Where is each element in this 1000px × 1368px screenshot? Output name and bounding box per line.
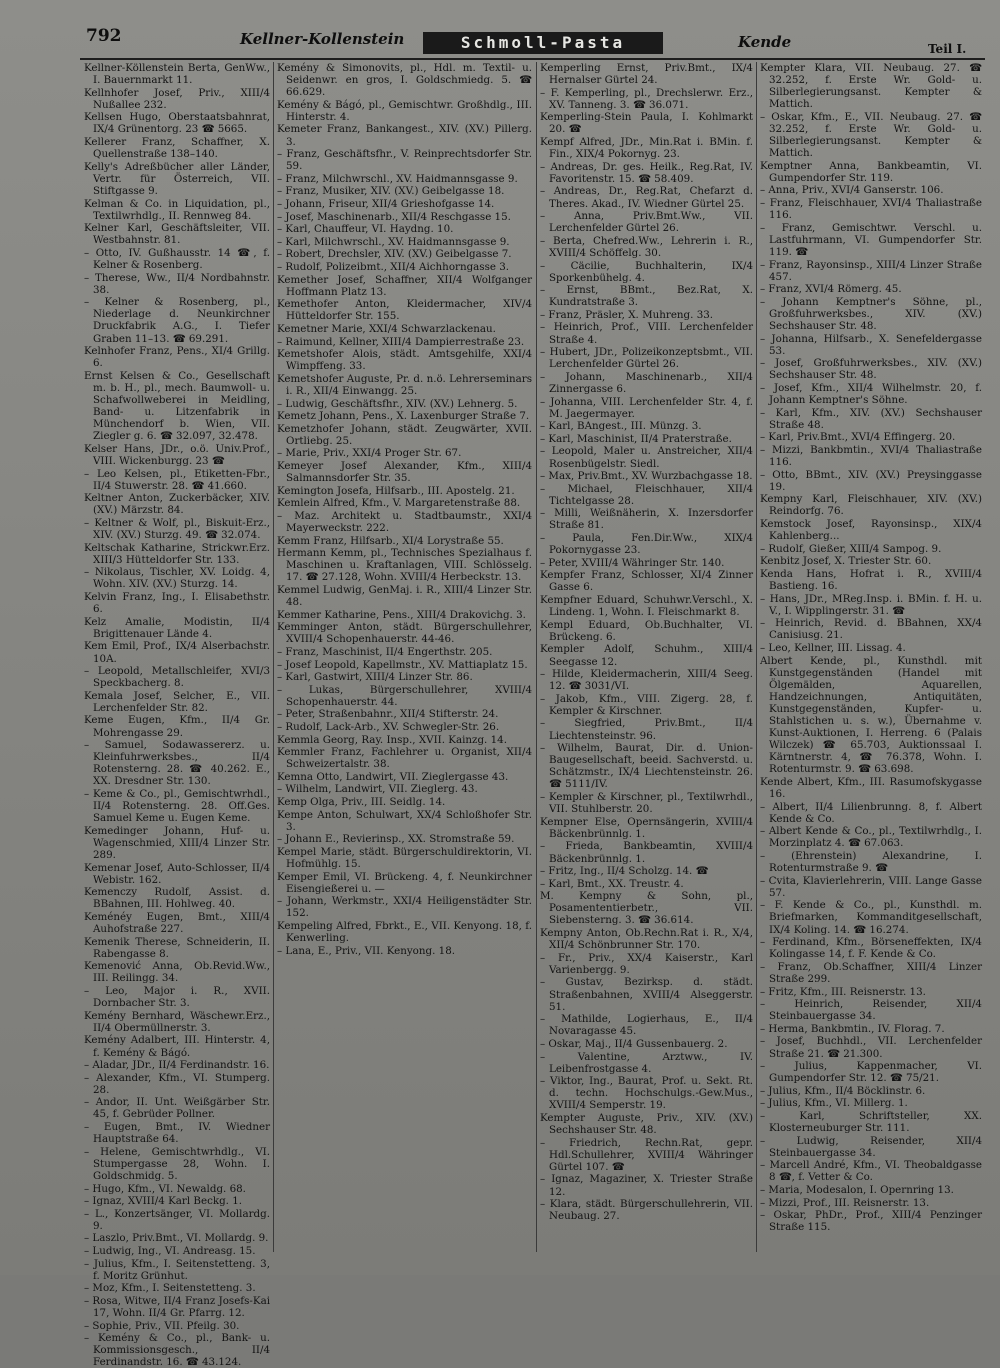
- directory-entry: – Hubert, JDr., Polizeikonzeptsbmt., VII. Lerchenfelder Gürtel 26.: [540, 346, 753, 371]
- directory-entry: Kemmel Ludwig, GenMaj. i. R., XIII/4 Linzer Str. 48.: [277, 583, 532, 609]
- directory-entry: – Wilhelm, Baurat, Dir. d. Union-Baugesellschaft, beeid. Sachverstd. u. Schätzmstr., IX/4 Liechtensteinstr. 26. ☎ 5111/IV.: [540, 742, 753, 791]
- directory-entry: Keménéy Eugen, Bmt., XIII/4 Auhofstraße 227.: [84, 910, 270, 936]
- directory-entry: – Helene, Gemischtwrhdlg., VI. Stumpergasse 28, Wohn. I. Goldschmidg. 5.: [84, 1145, 270, 1182]
- directory-entry: Kemetner Marie, XXI/4 Schwarzlackenau.: [277, 322, 496, 335]
- directory-entry: – Ferdinand, Kfm., Börseneffekten, IX/4 Kolingasse 14, f. F. Kende & Co.: [760, 936, 982, 961]
- directory-entry: – Julius, Kfm., VI. Millerg. 1.: [760, 1097, 908, 1110]
- directory-entry: – Keme & Co., pl., Gemischtwrhdl., II/4 Rotensterng. 28. Off.Ges. Samuel Keme u. Eugen Keme.: [84, 788, 270, 825]
- directory-entry: – Maz. Architekt u. Stadtbaumstr., XXI/4 Mayerweckstr. 222.: [277, 509, 532, 534]
- directory-entry: Kemedinger Johann, Huf- u. Wagenschmied, XIII/4 Linzer Str. 289.: [84, 824, 270, 861]
- directory-entry: – Samuel, Sodawassererz. u. Kleinfuhrwerksbes., II/4 Rotensterng. 28. ☎ 40.262. E., XX. Dresdner Str. 130.: [84, 739, 270, 788]
- directory-entry: Kemmla Georg, Ray. Insp., XVII. Kainzg. 14.: [277, 733, 507, 746]
- directory-entry: Kem Emil, Prof., IX/4 Alserbachstr. 10A.: [84, 640, 270, 665]
- directory-entry: Kelner Karl, Geschäftsleiter, VII. Westbahnstr. 81.: [84, 222, 270, 247]
- directory-entry: Kempf Alfred, JDr., Min.Rat i. BMin. f. Fin., XIX/4 Pokornyg. 23.: [540, 136, 753, 161]
- directory-entry: – Cvita, Klavierlehrerin, VIII. Lange Gasse 57.: [760, 874, 982, 899]
- directory-entry: – Oskar, Kfm., E., VII. Neubaug. 27. ☎ 32.252, f. Erste Wr. Gold- u. Silberlegierungsanst. Kempter & Mattich.: [760, 110, 982, 160]
- directory-entry: Kemény & Bágó, pl., Gemischtwr. Großhdlg., III. Hinterstr. 4.: [277, 98, 532, 123]
- directory-entry: Kemmer Katharine, Pens., XIII/4 Drakovichg. 3.: [277, 608, 526, 621]
- directory-entry: – Albert Kende & Co., pl., Textilwrhdlg., I. Morzinplatz 4. ☎ 67.063.: [760, 825, 982, 850]
- directory-entry: – L., Konzertsänger, VI. Mollardg. 9.: [84, 1207, 270, 1232]
- column-3: [540, 62, 753, 1252]
- directory-entry: Kelman & Co. in Liquidation, pl., Textilwrhdlg., II. Rennweg 84.: [84, 197, 270, 222]
- directory-entry: – Johann E., Revierinsp., XX. Stromstraße 59.: [277, 833, 515, 846]
- directory-entry: – Ludwig, Geschäftsfhr., XIV. (XV.) Lehnerg. 5.: [277, 397, 518, 410]
- directory-entry: – Raimund, Kellner, XIII/4 Dampierrestraße 23.: [277, 335, 525, 348]
- directory-entry: Kemm Franz, Hilfsarb., XI/4 Lorystraße 55.: [277, 534, 504, 547]
- directory-entry: – Wilhelm, Landwirt, VII. Zieglerg. 43.: [277, 783, 478, 796]
- directory-entry: – Moz, Kfm., I. Seitenstetteng. 3.: [84, 1282, 256, 1295]
- directory-entry: Kelly's Adreßbücher aller Länder, Vertr. für Österreich, VII. Stiftgasse 9.: [84, 160, 270, 197]
- directory-entry: Kemetshofer Alois, städt. Amtsgehilfe, XXI/4 Wimpffeng. 33.: [277, 348, 532, 373]
- directory-entry: – Heinrich, Prof., VIII. Lerchenfelder Straße 4.: [540, 321, 753, 346]
- directory-entry: – Jakob, Kfm., VIII. Zigerg. 28, f. Kempler & Kirschner.: [540, 692, 753, 717]
- directory-entry: – Josef, Kfm., XII/4 Wilhelmstr. 20, f. Johann Kemptner's Söhne.: [760, 381, 982, 407]
- column-2: [277, 62, 532, 1252]
- directory-entry: – Max, Priv.Bmt., XV. Wurzbachgasse 18.: [540, 470, 753, 483]
- directory-entry: – Franz, XVI/4 Römerg. 45.: [760, 283, 902, 296]
- directory-entry: Kelnhofer Franz, Pens., XI/4 Grillg. 6.: [84, 345, 270, 370]
- directory-entry: – Andreas, Dr. ges. Heilk., Reg.Rat, IV. Favoritenstr. 15. ☎ 58.409.: [540, 160, 753, 185]
- directory-entry: Keltner Anton, Zuckerbäcker, XIV. (XV.) Märzstr. 84.: [84, 492, 270, 517]
- directory-entry: – Lana, E., Priv., VII. Kenyong. 18.: [277, 944, 456, 957]
- directory-entry: – Herma, Bankbmtin., IV. Florag. 7.: [760, 1022, 945, 1035]
- directory-entry: – Andor, II. Unt. Weißgärber Str. 45, f. Gebrüder Pollner.: [84, 1096, 270, 1121]
- directory-entry: – Franz, Rayonsinsp., XIII/4 Linzer Straße 457.: [760, 258, 982, 283]
- directory-entry: – Franz, Ob.Schaffner, XIII/4 Linzer Straße 299.: [760, 960, 982, 985]
- directory-entry: Kemna Otto, Landwirt, VII. Zieglergasse 43.: [277, 770, 509, 783]
- directory-entry: – Berta, Chefred.Ww., Lehrerin i. R., XVIII/4 Schöffelg. 30.: [540, 234, 753, 259]
- directory-entry: – Gustav, Bezirksp. d. städt. Straßenbahnen, XVIII/4 Alseggerstr. 51.: [540, 976, 753, 1013]
- directory-entry: Kemetz Johann, Pens., X. Laxenburger Straße 7.: [277, 410, 530, 423]
- directory-entry: – Johann, Friseur, XII/4 Grieshofgasse 14.: [277, 198, 495, 211]
- directory-entry: Kemenović Anna, Ob.Revid.Ww., III. Reilingg. 34.: [84, 960, 270, 985]
- directory-entry: – Rosa, Witwe, II/4 Franz Josefs-Kai 17, Wohn. II/4 Gr. Pfarrg. 12.: [84, 1294, 270, 1319]
- directory-entry: – Oskar, Maj., II/4 Gussenbauerg. 2.: [540, 1037, 728, 1050]
- directory-entry: Keme Eugen, Kfm., II/4 Gr. Mohrengasse 29.: [84, 714, 270, 739]
- directory-entry: – Kemény & Co., pl., Bank- u. Kommissionsgesch., II/4 Ferdinandstr. 16. ☎ 43.124.: [84, 1332, 270, 1368]
- directory-entry: – Leo, Major i. R., XVII. Dornbacher Str. 3.: [84, 985, 270, 1010]
- directory-entry: Kemala Josef, Selcher, E., VII. Lerchenfelder Str. 82.: [84, 689, 270, 714]
- directory-entry: – Anna, Priv.Bmt.Ww., VII. Lerchenfelder Gürtel 26.: [540, 210, 753, 235]
- directory-entry: Kelvin Franz, Ing., I. Elisabethstr. 6.: [84, 591, 270, 616]
- directory-entry: – Julius, Kfm., II/4 Böcklinstr. 6.: [760, 1084, 926, 1097]
- directory-entry: Kemminger Anton, städt. Bürgerschullehrer, XVIII/4 Schopenhauerstr. 44-46.: [277, 621, 532, 646]
- directory-entry: – Marie, Priv., XXI/4 Proger Str. 67.: [277, 447, 462, 460]
- directory-entry: Kempler Adolf, Schuhm., XIII/4 Seegasse 12.: [540, 643, 753, 668]
- directory-entry: – Karl, Gastwirt, XIII/4 Linzer Str. 86.: [277, 671, 473, 684]
- column-divider: [273, 62, 274, 1252]
- directory-entry: Kemethofer Anton, Kleidermacher, XIV/4 Hütteldorfer Str. 155.: [277, 298, 532, 323]
- directory-entry: – Albert, II/4 Lilienbrunng. 8, f. Albert Kende & Co.: [760, 800, 982, 825]
- directory-entry: Kelz Amalie, Modistin, II/4 Brigittenauer Lände 4.: [84, 615, 270, 640]
- header-rule: [80, 58, 985, 60]
- directory-entry: – Kempler & Kirschner, pl., Textilwrhdl., VII. Stuhlberstr. 20.: [540, 791, 753, 816]
- directory-entry: – Johanna, Hilfsarb., X. Senefeldergasse 53.: [760, 332, 982, 357]
- directory-entry: – Maria, Modesalon, I. Opernring 13.: [760, 1184, 954, 1197]
- directory-entry: – Julius, Kfm., I. Seitenstetteng. 3, f. Moritz Grünhut.: [84, 1257, 270, 1282]
- directory-entry: – Rudolf, Gießer, XIII/4 Sampog. 9.: [760, 542, 942, 555]
- directory-entry: – Rudolf, Polizeibmt., XII/4 Aichhorngasse 3.: [277, 261, 510, 273]
- directory-entry: Kemenik Therese, Schneiderin, II. Rabengasse 8.: [84, 935, 270, 960]
- directory-entry: – Karl, Maschinist, II/4 Praterstraße.: [540, 432, 732, 445]
- directory-entry: – Karl, Bmt., XX. Treustr. 4.: [540, 877, 684, 890]
- directory-entry: Hermann Kemm, pl., Technisches Spezialhaus f. Maschinen u. Kraftanlagen, VIII. Schlösselg. 17. ☎ 27.128, Wohn. XVIII/4 Herbeckstr. 13.: [277, 547, 532, 584]
- directory-entry: – Josef, Großfuhrwerksbes., XIV. (XV.) Sechshauser Str. 48.: [760, 357, 982, 382]
- directory-entry: – Klara, städt. Bürgerschullehrerin, VII. Neubaug. 27.: [540, 1198, 753, 1223]
- directory-entry: – F. Kende & Co., pl., Kunsthdl. m. Briefmarken, Kommanditgesellschaft, IX/4 Koling. 14. ☎ 16.274.: [760, 899, 982, 936]
- right-running-head: Kende: [738, 33, 792, 51]
- directory-entry: – Mizzi, Bankbmtin., XVI/4 Thaliastraße 116.: [760, 443, 982, 468]
- directory-entry: Kellerer Franz, Schaffner, X. Quellenstraße 138–140.: [84, 136, 270, 161]
- directory-entry: Kemetshofer Auguste, Pr. d. n.ö. Lehrerseminars i. R., XII/4 Einwangg. 25.: [277, 372, 532, 397]
- directory-entry: Kemperling Ernst, Priv.Bmt., IX/4 Hernalser Gürtel 24.: [540, 62, 753, 87]
- directory-entry: – Josef Leopold, Kapellmstr., XV. Mattiaplatz 15.: [277, 658, 528, 671]
- directory-entry: Kenbitz Josef, X. Triester Str. 60.: [760, 555, 932, 568]
- directory-entry: – Michael, Fleischhauer, XII/4 Tichtelgasse 28.: [540, 482, 753, 507]
- column-divider: [536, 62, 537, 1252]
- directory-entry: – Mathilde, Logierhaus, E., II/4 Novaragasse 45.: [540, 1013, 753, 1038]
- directory-entry: – Laszlo, Priv.Bmt., VI. Mollardg. 9.: [84, 1232, 269, 1245]
- directory-entry: Kenda Hans, Hofrat i. R., XVIII/4 Bastieng. 16.: [760, 567, 982, 592]
- directory-entry: – Johann Kemptner's Söhne, pl., Großfuhrwerksbes., XIV. (XV.) Sechshauser Str. 48.: [760, 295, 982, 332]
- directory-entry: – Sophie, Priv., VII. Pfeilg. 30.: [84, 1319, 240, 1332]
- directory-entry: Kemstock Josef, Rayonsinsp., XIX/4 Kahlenberg...: [760, 517, 982, 543]
- directory-entry: – Franz, Maschinist, II/4 Engerthstr. 205.: [277, 645, 493, 658]
- directory-entry: Kellnhofer Josef, Priv., XIII/4 Nußallee 232.: [84, 86, 270, 111]
- directory-entry: – Leo, Kellner, III. Lissag. 4.: [760, 641, 906, 654]
- directory-entry: Kelser Hans, JDr., o.ö. Univ.Prof., VIII. Wickenburgg. 23 ☎: [84, 442, 270, 467]
- directory-entry: Keltschak Katharine, Strickwr.Erz. XIII/3 Hütteldorfer Str. 133.: [84, 541, 270, 566]
- directory-entry: Kemény & Simonovits, pl., Hdl. m. Textil- u. Seidenwr. en gros, I. Goldschmiedg. 5. ☎ 66.629.: [277, 62, 532, 99]
- directory-entry: Kemper Emil, VI. Brückeng. 4, f. Neunkirchner Eisengießerei u. —: [277, 870, 532, 895]
- page-header: [80, 24, 985, 58]
- directory-entry: Kempfer Franz, Schlosser, XI/4 Zinner Gasse 6.: [540, 569, 753, 594]
- directory-entry: Kemetzhofer Johann, städt. Zeugwärter, XVII. Ortliebg. 25.: [277, 422, 532, 447]
- directory-entry: – Franz, Milchwrschl., XV. Haidmannsgasse 9.: [277, 172, 518, 185]
- directory-entry: Kemeter Franz, Bankangest., XIV. (XV.) Pillerg. 3.: [277, 123, 532, 148]
- directory-entry: – Hans, JDr., MReg.Insp. i. BMin. f. H. u. V., I. Wipplingerstr. 31. ☎: [760, 592, 982, 617]
- column-1: [84, 62, 270, 1368]
- directory-entry: – Karl, BAngest., III. Münzg. 3.: [540, 420, 702, 433]
- advertisement-banner: Schmoll-Pasta: [423, 32, 663, 54]
- directory-entry: – Viktor, Ing., Baurat, Prof. u. Sekt. Rt. d. techn. Hochschulgs.-Gew.Mus., XVIII/4 Semperstr. 19.: [540, 1075, 753, 1112]
- left-running-head: Kellner-Kollenstein: [240, 30, 405, 48]
- directory-entry: Kempfner Eduard, Schuhwr.Verschl., X. Lindeng. 1, Wohn. I. Fleischmarkt 8.: [540, 594, 753, 619]
- directory-entry: – Karl, Schriftsteller, XX. Klosterneuburger Str. 111.: [760, 1109, 982, 1135]
- directory-entry: – Johann, Werkmstr., XXI/4 Heiligenstädter Str. 152.: [277, 895, 532, 920]
- directory-entry: – Franz, Geschäftsfhr., V. Reinprechtsdorfer Str. 59.: [277, 148, 532, 173]
- directory-entry: – Franz, Fleischhauer, XVI/4 Thaliastraße 116.: [760, 197, 982, 222]
- directory-entry: Kempner Else, Opernsängerin, XVIII/4 Bäckenbrünnlg. 1.: [540, 815, 753, 840]
- directory-entry: – Karl, Priv.Bmt., XVI/4 Effingerg. 20.: [760, 431, 956, 444]
- directory-entry: Kempe Anton, Schulwart, XX/4 Schloßhofer Str. 3.: [277, 808, 532, 833]
- directory-entry: – Oskar, PhDr., Prof., XIII/4 Penzinger Straße 115.: [760, 1209, 982, 1234]
- directory-entry: – Peter, XVIII/4 Währinger Str. 140.: [540, 556, 725, 569]
- directory-entry: – Heinrich, Reisender, XII/4 Steinbauergasse 34.: [760, 998, 982, 1023]
- directory-entry: – Ignaz, XVIII/4 Karl Beckg. 1.: [84, 1195, 243, 1208]
- directory-entry: – Ernst, BBmt., Bez.Rat, X. Kundratstraße 3.: [540, 284, 753, 309]
- directory-entry: – Rudolf, Lack-Arb., XV. Schwegler-Str. 26.: [277, 720, 500, 733]
- directory-entry: Kempny Karl, Fleischhauer, XIV. (XV.) Reindorfg. 76.: [760, 493, 982, 518]
- directory-entry: – (Ehrenstein) Alexandrine, I. Rotenturmstraße 9. ☎: [760, 850, 982, 875]
- directory-entry: – Kelner & Rosenberg, pl., Niederlage d. Neunkirchner Druckfabrik A.G., I. Tiefer Graben 11–13. ☎ 69.291.: [84, 296, 270, 345]
- directory-entry: – Julius, Kappenmacher, VI. Gumpendorfer Str. 12. ☎ 75/21.: [760, 1060, 982, 1085]
- page-number: 792: [86, 26, 122, 46]
- directory-entry: – Leopold, Metallschleifer, XVI/3 Speckbacherg. 8.: [84, 665, 270, 690]
- directory-entry: – Andreas, Dr., Reg.Rat, Chefarzt d. Theres. Akad., IV. Wiedner Gürtel 25.: [540, 185, 753, 210]
- directory-entry: – Milli, Weißnäherin, X. Inzersdorfer Straße 81.: [540, 507, 753, 532]
- directory-entry: – Cäcilie, Buchhalterin, IX/4 Sporkenbühelg. 4.: [540, 259, 753, 284]
- directory-entry: – Siegfried, Priv.Bmt., II/4 Liechtensteinstr. 96.: [540, 717, 753, 742]
- directory-entry: – Ludwig, Ing., VI. Andreasg. 15.: [84, 1245, 256, 1257]
- directory-entry: – Eugen, Bmt., IV. Wiedner Hauptstraße 64.: [84, 1121, 270, 1146]
- directory-entry: Kemény Adalbert, III. Hinterstr. 4, f. Kemény & Bágó.: [84, 1034, 270, 1059]
- directory-entry: Kende Albert, Kfm., III. Rasumofskygasse 16.: [760, 775, 982, 801]
- directory-entry: – Johanna, VIII. Lerchenfelder Str. 4, f. M. Jaegermayer.: [540, 395, 753, 420]
- directory-entry: – Aladar, JDr., II/4 Ferdinandstr. 16.: [84, 1059, 270, 1072]
- directory-entry: – Josef, Buchhdl., VII. Lerchenfelder Straße 21. ☎ 21.300.: [760, 1035, 982, 1060]
- directory-entry: – Nikolaus, Tischler, XV. Loidg. 4, Wohn. XIV. (XV.) Sturzg. 14.: [84, 566, 270, 591]
- directory-entry: Kemington Josefa, Hilfsarb., III. Apostelg. 21.: [277, 484, 515, 497]
- directory-entry: Kemény Bernhard, Wäschewr.Erz., II/4 Obermüllnerstr. 3.: [84, 1009, 270, 1034]
- directory-entry: Kempeling Alfred, Fbrkt., E., VII. Kenyong. 18, f. Kenwerling.: [277, 919, 532, 945]
- directory-entry: Kemether Josef, Schaffner, XII/4 Wolfganger Hoffmann Platz 13.: [277, 273, 532, 298]
- directory-entry: – Franz, Präsler, X. Muhreng. 33.: [540, 308, 714, 321]
- directory-entry: Kemlein Alfred, Kfm., V. Margaretenstraße 88.: [277, 497, 521, 510]
- directory-entry: Kemenczy Rudolf, Assist. d. BBahnen, III. Hohlweg. 40.: [84, 886, 270, 911]
- directory-entry: Kempel Marie, städt. Bürgerschuldirektorin, VI. Hofmühlg. 15.: [277, 845, 532, 870]
- directory-entry: – Mizzi, Prof., III. Reisnerstr. 13.: [760, 1196, 930, 1209]
- directory-entry: Kemeyer Josef Alexander, Kfm., XIII/4 Salmannsdorfer Str. 35.: [277, 460, 532, 485]
- directory-entry: – Lukas, Bürgerschullehrer, XVIII/4 Schopenhauerstr. 44.: [277, 683, 532, 708]
- column-divider: [756, 62, 757, 1252]
- directory-entry: Kemperling-Stein Paula, I. Kohlmarkt 20. ☎: [540, 111, 753, 136]
- directory-entry: Albert Kende, pl., Kunsthdl. mit Kunstgegenständen (Handel mit Ölgemälden, Aquarellen, Handzeichnungen, Antiquitäten, Kunstgegenständen, Kupfer- u. Stahlstichen u. s. w.), Übernahme v. Kunst-Auktionen, I. Herreng. 6 (Palais Wilczek) ☎ 65.703, Auktionssaal I. Kärntnerstr. 4, ☎ 76.378, Wohn. I. Rotenturmstr. 9. ☎ 63.698.: [760, 654, 982, 776]
- directory-entry: – Hugo, Kfm., VI. Newaldg. 68.: [84, 1182, 246, 1195]
- directory-entry: – Anna, Priv., XVI/4 Ganserstr. 106.: [760, 184, 944, 197]
- directory-entry: Kempny Anton, Ob.Rechn.Rat i. R., X/4, XII/4 Schönbrunner Str. 170.: [540, 927, 753, 952]
- directory-entry: – Fr., Priv., XX/4 Kaiserstr., Karl Varienbergg. 9.: [540, 951, 753, 976]
- directory-entry: – Ludwig, Reisender, XII/4 Steinbauergasse 34.: [760, 1134, 982, 1159]
- directory-entry: Kellner-Köllenstein Berta, GenWw., I. Bauernmarkt 11.: [84, 62, 270, 87]
- column-4: [760, 62, 982, 1252]
- directory-entry: Kempter Auguste, Priv., XIV. (XV.) Sechshauser Str. 48.: [540, 1111, 753, 1137]
- directory-entry: – Leo Kelsen, pl., Etiketten-Fbr., II/4 Stuwerstr. 28. ☎ 41.660.: [84, 467, 270, 492]
- directory-entry: – Karl, Kfm., XIV. (XV.) Sechshauser Straße 48.: [760, 406, 982, 431]
- part-label: Teil I.: [928, 42, 967, 56]
- directory-entry: – Alexander, Kfm., VI. Stumperg. 28.: [84, 1071, 270, 1096]
- directory-entry: – Leopold, Maler u. Anstreicher, XII/4 Rosenbügelstr. Siedl.: [540, 445, 753, 470]
- directory-entry: – Franz, Musiker, XIV. (XV.) Geibelgasse 18.: [277, 185, 505, 198]
- directory-entry: – Otto, IV. Gußhausstr. 14 ☎, f. Kelner & Rosenberg.: [84, 246, 270, 271]
- directory-entry: – Fritz, Ing., II/4 Scholzg. 14. ☎: [540, 865, 709, 878]
- directory-entry: Kemp Olga, Priv., III. Seidlg. 14.: [277, 796, 446, 809]
- directory-entry: – Therese, Ww., II/4 Nordbahnstr. 38.: [84, 271, 270, 296]
- directory-entry: Kemptner Anna, Bankbeamtin, VI. Gumpendorfer Str. 119.: [760, 159, 982, 184]
- directory-entry: Kellsen Hugo, Oberstaatsbahnrat, IX/4 Grünentorg. 23 ☎ 5665.: [84, 111, 270, 136]
- directory-entry: – Friedrich, Rechn.Rat, gepr. Hdl.Schullehrer, XVIII/4 Währinger Gürtel 107. ☎: [540, 1136, 753, 1173]
- directory-entry: – Frieda, Bankbeamtin, XVIII/4 Bäckenbrünnlg. 1.: [540, 840, 753, 865]
- directory-entry: – Fritz, Kfm., III. Reisnerstr. 13.: [760, 985, 926, 998]
- directory-entry: – Josef, Maschinenarb., XII/4 Reschgasse 15.: [277, 210, 511, 223]
- directory-entry: – Johann, Maschinenarb., XII/4 Zinnergasse 6.: [540, 370, 753, 395]
- directory-entry: Kempter Klara, VII. Neubaug. 27. ☎ 32.252, f. Erste Wr. Gold- u. Silberlegierungsanst. Kempter & Mattich.: [760, 62, 982, 111]
- directory-entry: – Hilde, Kleidermacherin, XIII/4 Seeg. 12. ☎ 3031/VI.: [540, 668, 753, 693]
- directory-entry: – Otto, BBmt., XIV. (XV.) Preysinggasse 19.: [760, 468, 982, 493]
- directory-entry: Ernst Kelsen & Co., Gesellschaft m. b. H., pl., mech. Baumwoll- u. Schafwollweberei in Meidling, Band- u. Litzenfabrik in Münchendorf b. Wien, VII. Ziegler g. 6. ☎ 32.097, 32.478.: [84, 369, 270, 443]
- directory-entry: M. Kempny & Sohn, pl., Posamententierbetr., VII. Siebensterng. 3. ☎ 36.614.: [540, 890, 753, 927]
- directory-entry: Kempl Eduard, Ob.Buchhalter, VI. Brückeng. 6.: [540, 618, 753, 643]
- directory-entry: Kemmler Franz, Fachlehrer u. Organist, XII/4 Schweizertalstr. 38.: [277, 746, 532, 771]
- directory-entry: – Ignaz, Magaziner, X. Triester Straße 12.: [540, 1173, 753, 1198]
- directory-entry: – Heinrich, Revid. d. BBahnen, XX/4 Canisiusg. 21.: [760, 617, 982, 642]
- directory-entry: – F. Kemperling, pl., Drechslerwr. Erz., XV. Tanneng. 3. ☎ 36.071.: [540, 86, 753, 111]
- directory-entry: – Valentine, Arztww., IV. Leibenfrostgasse 4.: [540, 1050, 753, 1075]
- directory-entry: – Marcell André, Kfm., VI. Theobaldgasse 8 ☎, f. Vetter & Co.: [760, 1159, 982, 1184]
- directory-entry: – Paula, Fen.Dir.Ww., XIX/4 Pokornygasse 23.: [540, 532, 753, 557]
- directory-entry: – Franz, Gemischtwr. Verschl. u. Lastfuhrmann, VI. Gumpendorfer Str. 119. ☎: [760, 221, 982, 258]
- directory-entry: – Karl, Milchwrschl., XV. Haidmannsgasse 9.: [277, 235, 510, 248]
- directory-entry: – Peter, Straßenbahnr., XII/4 Stifterstr. 24.: [277, 708, 499, 721]
- directory-entry: Kemenar Josef, Auto-Schlosser, II/4 Webistr. 162.: [84, 861, 270, 886]
- directory-entry: – Karl, Chauffeur, VI. Haydng. 10.: [277, 223, 454, 236]
- directory-entry: – Keltner & Wolf, pl., Biskuit-Erz., XIV. (XV.) Sturzg. 49. ☎ 32.074.: [84, 516, 270, 542]
- directory-entry: – Robert, Drechsler, XIV. (XV.) Geibelgasse 7.: [277, 248, 512, 261]
